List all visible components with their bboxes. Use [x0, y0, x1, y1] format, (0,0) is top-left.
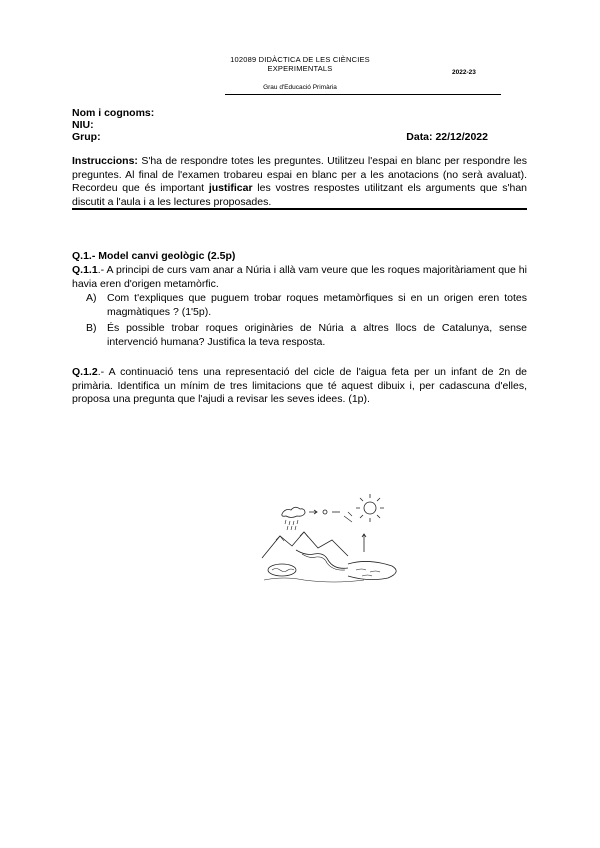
- group-field-label: Grup:: [72, 131, 101, 143]
- course-title: [150, 55, 450, 73]
- sun-icon: [364, 502, 376, 514]
- item-b-text: És possible trobar roques originàries de Núria a altres llocs de Catalunya, sense intervenció humana? Justifica la teva resposta.: [107, 322, 527, 348]
- question-1-1-item-a: [86, 292, 527, 319]
- academic-year: 2022-23: [452, 69, 476, 76]
- instructions-text-1: S'ha de respondre totes les preguntes. Utilitzeu l'espai en blanc per respondre les preguntes. Al final de l'examen trobareu espai en blanc per a les anotacions (no serà avaluat). Recordeu que és important: [72, 155, 527, 194]
- question-1-title: Q.1.- Model canvi geològic (2.5p): [72, 250, 236, 262]
- cloud-icon: [282, 507, 305, 517]
- degree-name: Grau d'Educació Primària: [263, 84, 337, 91]
- question-1-2-label: Q.1.2: [72, 366, 98, 378]
- question-1-2: [72, 366, 527, 407]
- exam-date: Data: 22/12/2022: [406, 131, 488, 143]
- question-1-1-label: Q.1.1: [72, 264, 98, 276]
- instructions-paragraph: [72, 155, 527, 209]
- item-b-marker: B): [86, 322, 97, 334]
- item-a-marker: A): [86, 292, 97, 304]
- header-rule: [225, 94, 501, 95]
- instructions-rule: [72, 208, 527, 210]
- instructions-emphasis: justificar: [208, 182, 253, 194]
- question-1-2-text: .- A continuació tens una representació del cicle de l'aigua feta per un infant de 2n de primària. Identifica un mínim de tres limitacions que té aquest dibuix i, per cadascuna d'elles, proposa una pregunta que l'ajudi a revisar les seves idees. (1p).: [72, 366, 527, 405]
- water-cycle-drawing: [252, 488, 412, 588]
- name-field-label: Nom i cognoms:: [72, 107, 155, 119]
- question-1-1-item-b: [86, 322, 527, 349]
- course-title-line1: 102089 DIDÀCTICA DE LES CIÈNCIES: [230, 55, 370, 64]
- instructions-text-2: les vostres respostes utilitzant els arguments que s'han discutit a l'aula i a les lectures proposades.: [72, 182, 528, 208]
- question-1-1: [72, 264, 527, 291]
- question-1-1-text: .- A principi de curs vam anar a Núria i allà vam veure que les roques majoritàriament que hi havia eren d'origen metamòrfic.: [72, 264, 527, 290]
- course-title-line2: EXPERIMENTALS: [267, 64, 333, 73]
- instructions-label: Instruccions:: [72, 155, 138, 167]
- niu-field-label: NIU:: [72, 119, 94, 131]
- item-a-text: Com t'expliques que puguem trobar roques metamòrfiques si en un origen eren totes magmàtiques ? (1'5p).: [107, 292, 527, 318]
